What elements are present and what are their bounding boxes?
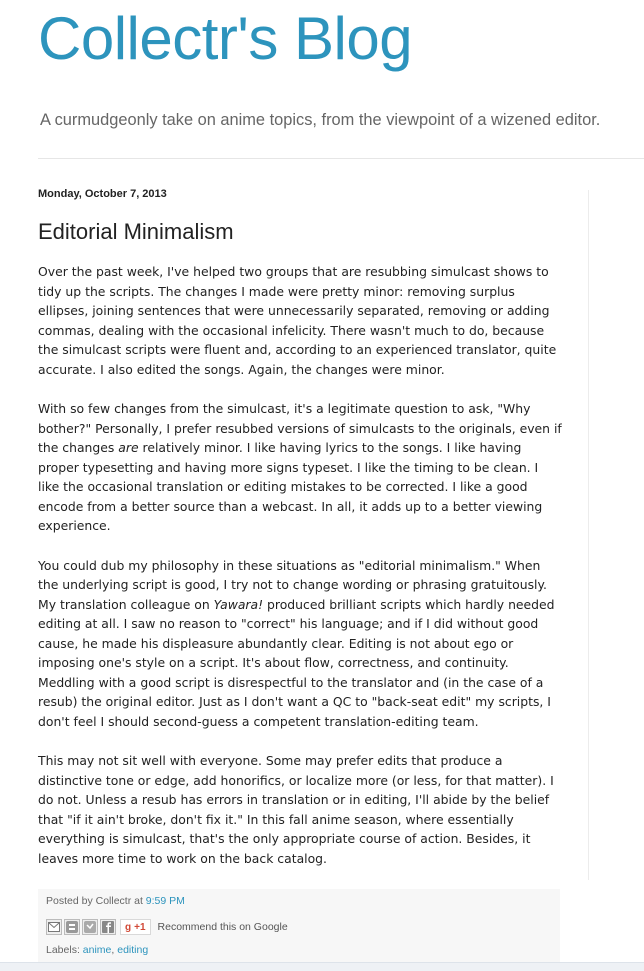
title-reference: Yawara! <box>213 596 264 612</box>
blog-title[interactable]: Collectr's Blog <box>38 5 413 72</box>
post-footer <box>38 889 560 962</box>
paragraph-text: This may not sit well with everyone. Some may prefer edits that produce a distinctive tone or edge, add honorifics, or localize more (or less, for that matter). I do not. Unless a resub has errors in translation or in editing, I'll abide by the belief that "if it ain't broke, don't fix it." In this fall anime season, where essentially everything is simulcast, that's the only appropriate course of action. Besides, it leaves more time to work on the back catalog. <box>38 753 554 866</box>
post-timestamp-link[interactable]: 9:59 PM <box>145 895 185 907</box>
paragraph-2 <box>38 399 562 536</box>
emphasis-text: are <box>118 440 139 455</box>
labels-prefix: Labels: <box>46 944 83 956</box>
twitter-icon[interactable] <box>82 919 98 935</box>
google-plus-one-button[interactable] <box>120 919 151 935</box>
google-g-icon: g <box>125 921 132 933</box>
paragraph-text: With so few changes from the simulcast, it's a legitimate question to ask, "Why bother?" Personally, I prefer resubbed versions of simulcasts to the originals, even if the changes <box>38 401 562 455</box>
paragraph-3 <box>38 556 562 732</box>
blogger-icon[interactable] <box>64 919 80 935</box>
post-body <box>38 262 562 888</box>
email-icon[interactable] <box>46 919 62 935</box>
posted-by-text: Posted by Collectr at <box>46 895 146 907</box>
blog-description: A curmudgeonly take on anime topics, from the viewpoint of a wizened editor. <box>40 111 601 129</box>
paragraph-text: produced brilliant scripts which hardly needed editing at all. I saw no reason to "correct" his language; and if I did without good cause, he made his displeasure abundantly clear. Editing is not about ego or imposing one's style on a script. It's about flow, correctness, and continuity. Meddling with a good script is disrespectful to the translator and (in the case of a resub) the original editor. Just as I don't want a QC to "back-seat edit" my scripts, I don't feel I should second-guess a competent translation-editing team. <box>38 596 555 729</box>
post-author-line <box>46 895 185 907</box>
paragraph-1 <box>38 262 562 379</box>
label-link-anime[interactable]: anime <box>82 944 112 956</box>
paragraph-text: Over the past week, I've helped two groups that are resubbing simulcast shows to tidy up the scripts. The changes I made were pretty minor: removing surplus ellipses, joining sentences that were unnecessarily separated, removing or adding commas, dealing with the occasional infelicity. There wasn't much to do, because the simulcast scripts were fluent and, according to an experienced translator, quite accurate. I also edited the songs. Again, the changes were minor. <box>38 264 557 377</box>
post-labels <box>46 944 148 956</box>
post-title: Editorial Minimalism <box>38 219 234 244</box>
label-separator: , <box>111 944 118 956</box>
sidebar-divider <box>588 190 589 880</box>
recommend-text: Recommend this on Google <box>157 921 288 933</box>
paragraph-text: You could dub my philosophy in these situations as "editorial minimalism." When the underlying script is good, I try not to change wording or phrasing gratuitously. My translation colleague on <box>38 557 548 612</box>
paragraph-4 <box>38 751 562 868</box>
header-divider <box>38 158 644 159</box>
label-link-editing[interactable]: editing <box>117 944 149 956</box>
facebook-icon[interactable] <box>100 919 116 935</box>
share-bar <box>46 917 288 937</box>
paragraph-text: relatively minor. I like having lyrics to the songs. I like having proper typesetting and having more signs typeset. I like the timing to be clean. I like the occasional translation or editing mistakes to be corrected. I like a good encode from a better source than a webcast. In all, it adds up to a better viewing experience. <box>38 440 543 533</box>
post-date: Monday, October 7, 2013 <box>38 188 167 200</box>
plus-one-label: +1 <box>134 921 146 933</box>
